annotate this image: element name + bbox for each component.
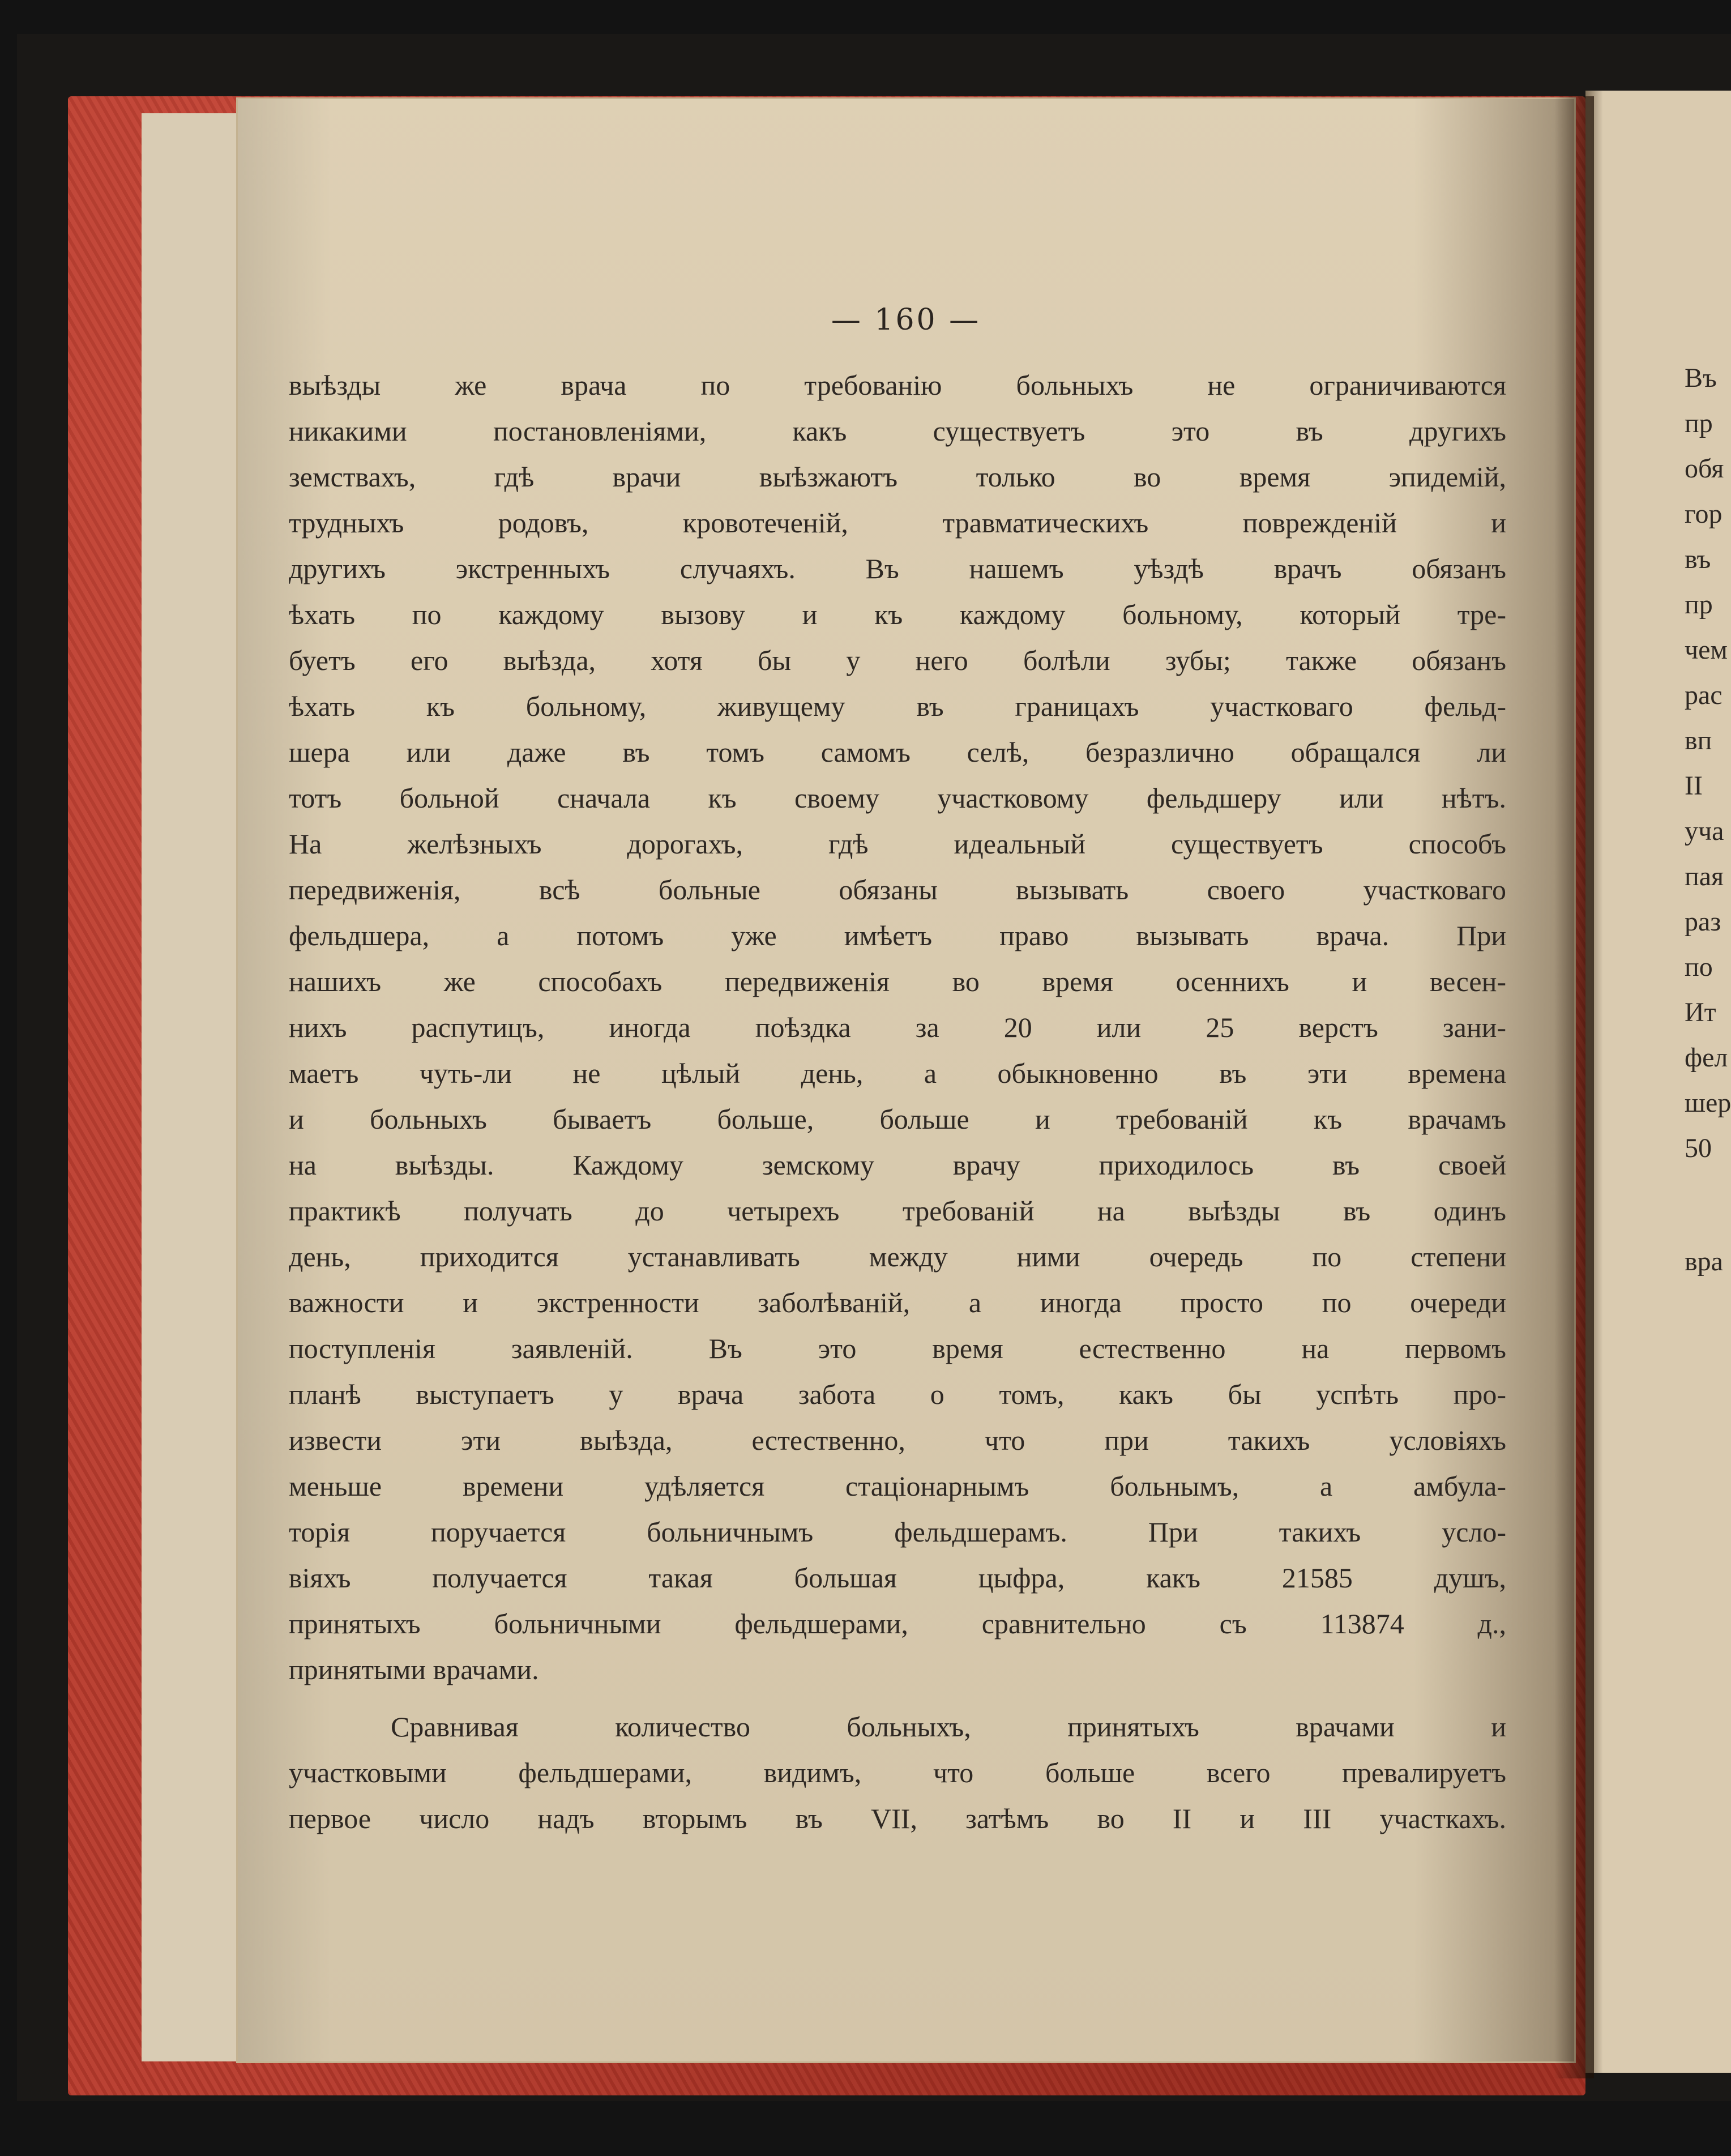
text-line: земствахъ, гдѣ врачи выѣзжаютъ только во время эпидемій, [289,461,1506,493]
adjacent-page-fragment: шер [1685,1088,1731,1118]
text-line: никакими постановленіями, какъ существуетъ это въ другихъ [289,415,1506,447]
text-line: буетъ его выѣзда, хотя бы у него болѣли зубы; также обязанъ [289,644,1506,676]
text-line: маетъ чуть-ли не цѣлый день, а обыкновенно въ эти времена [289,1057,1506,1089]
adjacent-page-fragment: 50 [1685,1133,1712,1163]
adjacent-page-fragment: Ит [1685,997,1716,1027]
text-line: принятыхъ больничными фельдшерами, сравнительно съ 113874 д., [289,1608,1506,1640]
adjacent-page-fragment: пая [1685,861,1724,891]
adjacent-page-fragment: II [1685,771,1703,801]
text-line: извести эти выѣзда, естественно, что при такихъ условіяхъ [289,1424,1506,1456]
adjacent-page-fragment: чем [1685,635,1728,665]
adjacent-page-fragment: въ [1685,544,1711,574]
text-line: ѣхать къ больному, живущему въ границахъ участковаго фельд- [289,690,1506,722]
text-line: поступленія заявленій. Въ это время естественно на первомъ [289,1333,1506,1364]
adjacent-page-fragment: Въ [1685,363,1717,393]
text-line: віяхъ получается такая большая цыфра, какъ 21585 душъ, [289,1562,1506,1594]
adjacent-page-fragment: вра [1685,1246,1723,1276]
page-body-text [289,362,1506,1842]
gutter-shadow [1554,96,1594,2078]
text-line: принятыми врачами. [289,1654,539,1685]
text-line: практикѣ получать до четырехъ требованій на выѣзды въ одинъ [289,1195,1506,1227]
text-line: выѣзды же врача по требованію больныхъ не ограничиваются [289,369,1506,401]
adjacent-page-fragment: обя [1685,454,1724,484]
text-line: шера или даже въ томъ самомъ селѣ, безразлично обращался ли [289,736,1506,768]
text-line: трудныхъ родовъ, кровотеченій, травматическихъ поврежденій и [289,507,1506,539]
text-line: планѣ выступаетъ у врача забота о томъ, какъ бы успѣть про- [289,1378,1506,1410]
text-line: нихъ распутицъ, иногда поѣздка за 20 или 25 верстъ зани- [289,1011,1506,1043]
adjacent-page-fragment: пр [1685,590,1713,620]
text-line: участковыми фельдшерами, видимъ, что больше всего превалируетъ [289,1757,1506,1788]
text-line: нашихъ же способахъ передвиженія во время осеннихъ и весен- [289,966,1506,997]
text-line: Сравнивая количество больныхъ, принятыхъ врачами и [391,1711,1506,1743]
adjacent-page-fragment: пр [1685,408,1713,438]
text-line: и больныхъ бываетъ больше, больше и требованій къ врачамъ [289,1103,1506,1135]
text-line: меньше времени удѣляется стаціонарнымъ больнымъ, а амбула- [289,1470,1506,1502]
text-line: другихъ экстренныхъ случаяхъ. Въ нашемъ уѣздѣ врачъ обязанъ [289,553,1506,584]
text-line: на выѣзды. Каждому земскому врачу приходилось въ своей [289,1149,1506,1181]
text-line: фельдшера, а потомъ уже имѣетъ право вызывать врача. При [289,920,1506,951]
text-line: ѣхать по каждому вызову и къ каждому больному, который тре- [289,599,1506,630]
adjacent-page [1585,91,1731,2073]
adjacent-page-fragment: фел [1685,1043,1728,1073]
adjacent-page-fragment: гор [1685,499,1723,529]
text-line: тотъ больной сначала къ своему участковому фельдшеру или нѣтъ. [289,782,1506,814]
adjacent-page-fragment: по [1685,952,1713,982]
adjacent-page-fragment: вп [1685,725,1712,755]
text-line: важности и экстренности заболѣваній, а иногда просто по очереди [289,1287,1506,1318]
text-line: На желѣзныхъ дорогахъ, гдѣ идеальный существуетъ способъ [289,828,1506,860]
adjacent-page-fragment: рас [1685,680,1723,710]
adjacent-page-fragment: уча [1685,816,1724,846]
text-line: передвиженія, всѣ больные обязаны вызывать своего участковаго [289,874,1506,906]
adjacent-page-fragment: раз [1685,907,1721,937]
text-line: торія поручается больничнымъ фельдшерамъ. При такихъ усло- [289,1516,1506,1548]
text-line: первое число надъ вторымъ въ VII, затѣмъ во II и III участкахъ. [289,1803,1506,1834]
page-number: — 160 — [831,303,981,337]
text-line: день, приходится устанавливать между ними очередь по степени [289,1241,1506,1273]
